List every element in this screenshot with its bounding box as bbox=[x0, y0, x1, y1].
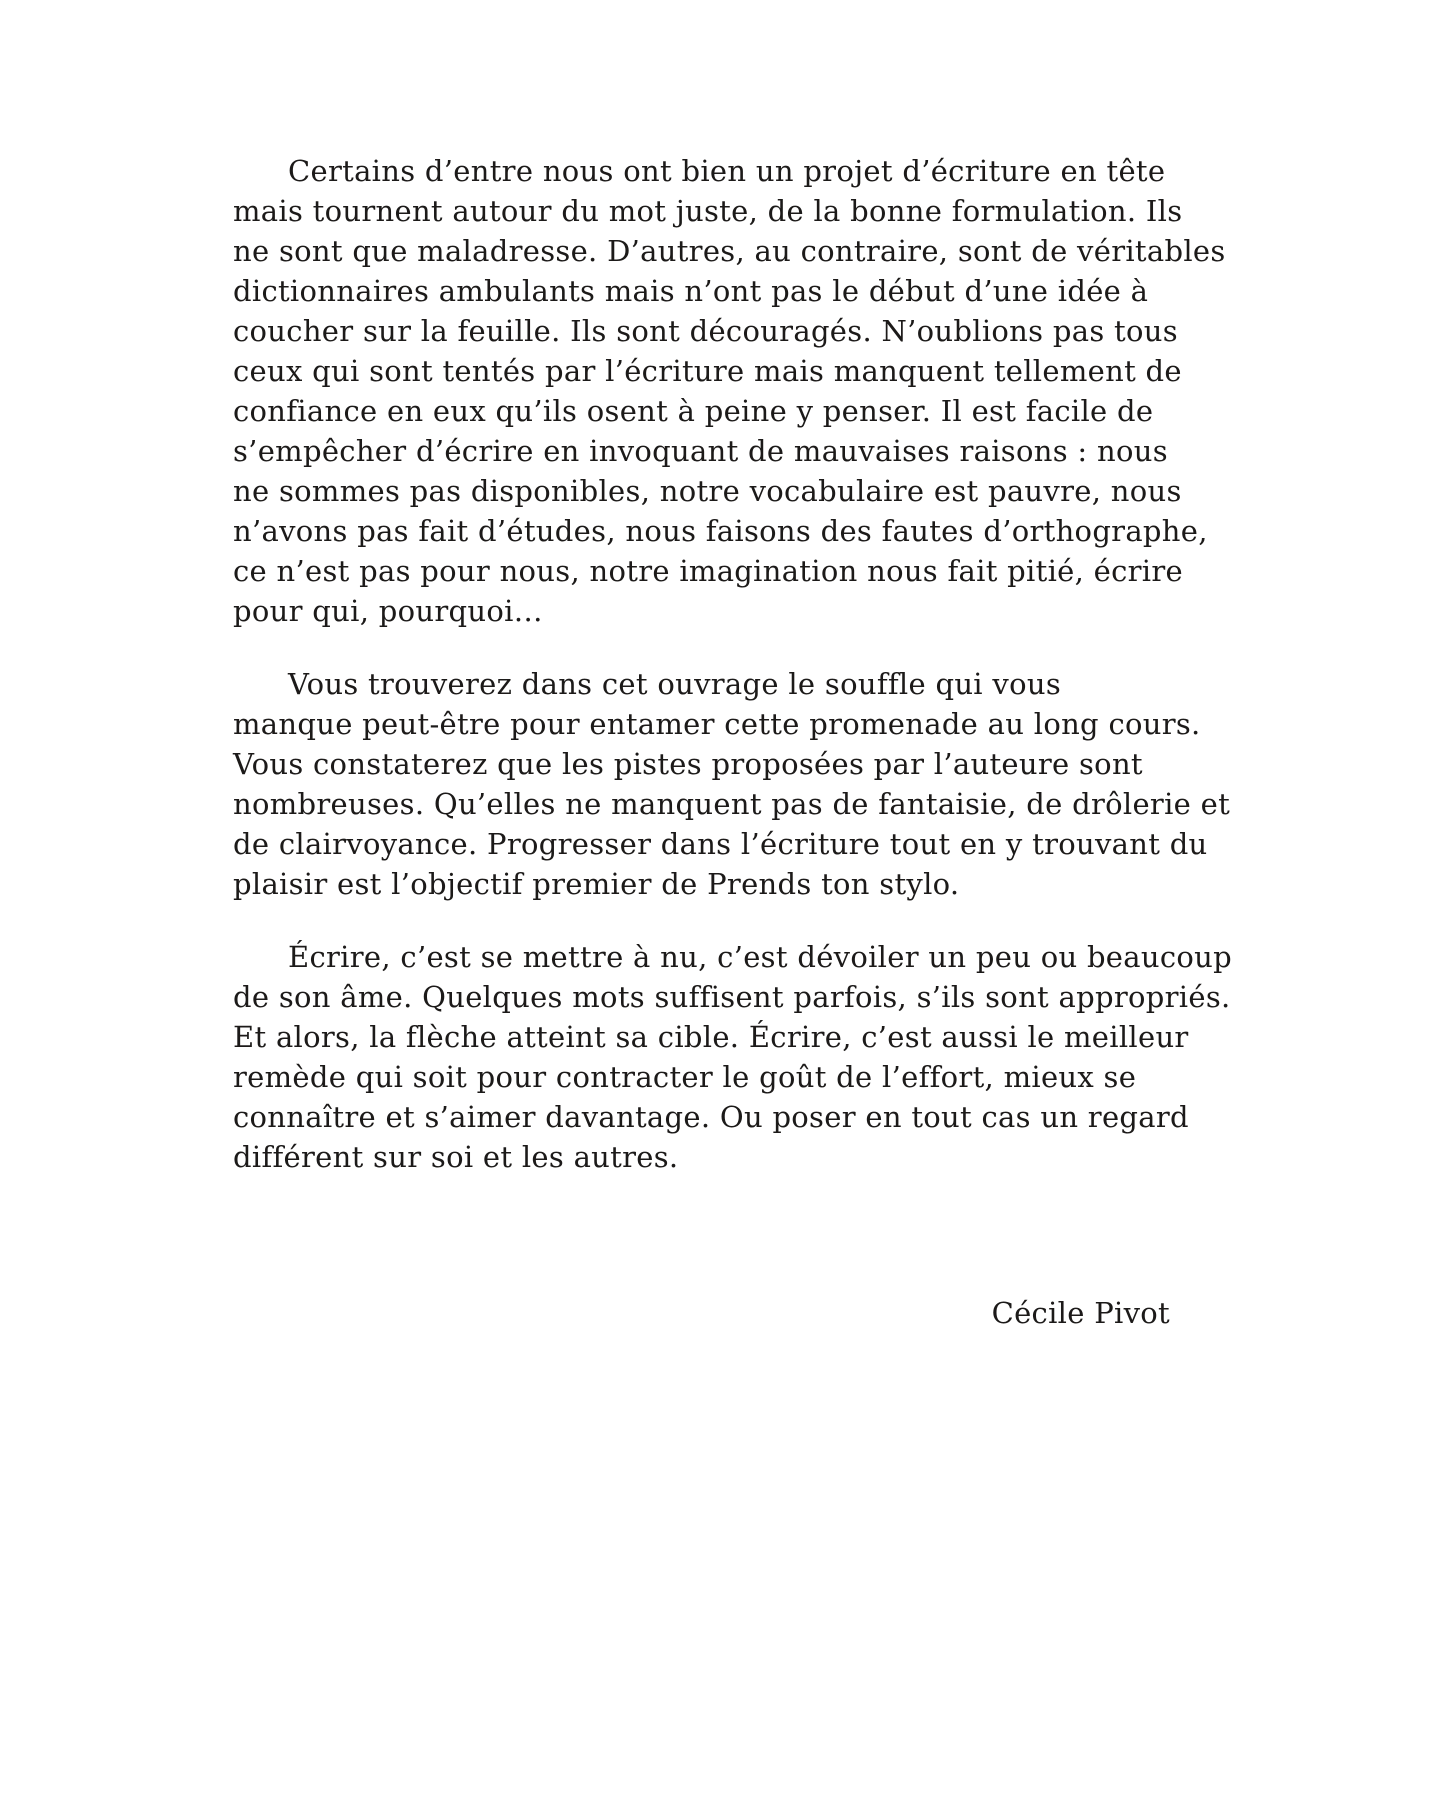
text-line: pour qui, pourquoi… bbox=[233, 594, 543, 628]
paragraph-2 bbox=[233, 664, 1231, 904]
author-signature: Cécile Pivot bbox=[991, 1296, 1170, 1330]
text-line: remède qui soit pour contracter le goût de l’effort, mieux se bbox=[233, 1060, 1137, 1094]
text-line: Et alors, la flèche atteint sa cible. Écrire, c’est aussi le meilleur bbox=[233, 1020, 1189, 1054]
paragraph-1 bbox=[233, 151, 1226, 631]
preface-text bbox=[233, 151, 1232, 1333]
text-line: connaître et s’aimer davantage. Ou poser en tout cas un regard bbox=[233, 1100, 1189, 1134]
text-line: dictionnaires ambulants mais n’ont pas le début d’une idée à bbox=[233, 274, 1149, 308]
text-line: coucher sur la feuille. Ils sont découragés. N’oublions pas tous bbox=[233, 314, 1178, 348]
text-line: ceux qui sont tentés par l’écriture mais manquent tellement de bbox=[233, 354, 1182, 388]
text-line: confiance en eux qu’ils osent à peine y penser. Il est facile de bbox=[233, 394, 1154, 428]
text-line: nombreuses. Qu’elles ne manquent pas de fantaisie, de drôlerie et bbox=[233, 787, 1231, 821]
text-line: Écrire, c’est se mettre à nu, c’est dévoiler un peu ou beaucoup bbox=[288, 940, 1232, 974]
text-line: plaisir est l’objectif premier de Prends ton stylo. bbox=[233, 867, 960, 901]
text-line: de son âme. Quelques mots suffisent parfois, s’ils sont appropriés. bbox=[233, 980, 1231, 1014]
text-line: s’empêcher d’écrire en invoquant de mauvaises raisons : nous bbox=[233, 434, 1168, 468]
text-line: Certains d’entre nous ont bien un projet d’écriture en tête bbox=[288, 154, 1166, 188]
text-line: différent sur soi et les autres. bbox=[233, 1140, 679, 1174]
text-line: de clairvoyance. Progresser dans l’écriture tout en y trouvant du bbox=[233, 827, 1208, 861]
text-line: manque peut-être pour entamer cette promenade au long cours. bbox=[233, 707, 1201, 741]
text-line: ce n’est pas pour nous, notre imagination nous fait pitié, écrire bbox=[233, 554, 1184, 588]
text-line: ne sommes pas disponibles, notre vocabulaire est pauvre, nous bbox=[233, 474, 1182, 508]
text-line: Vous constaterez que les pistes proposées par l’auteure sont bbox=[233, 747, 1143, 781]
paragraph-3 bbox=[233, 937, 1232, 1177]
text-line: ne sont que maladresse. D’autres, au contraire, sont de véritables bbox=[233, 234, 1226, 268]
text-line: Vous trouverez dans cet ouvrage le souffle qui vous bbox=[288, 667, 1061, 701]
text-line: mais tournent autour du mot juste, de la bonne formulation. Ils bbox=[233, 194, 1183, 228]
text-line: n’avons pas fait d’études, nous faisons des fautes d’orthographe, bbox=[233, 514, 1208, 548]
